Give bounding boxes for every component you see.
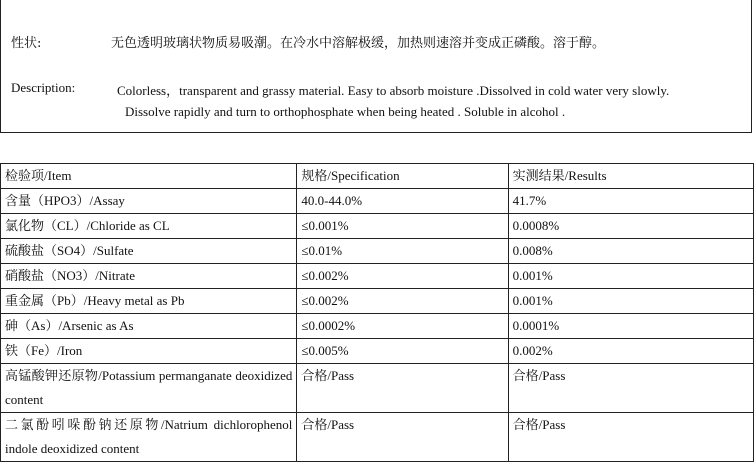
result-cell: 0.002% [508, 339, 753, 364]
table-row [1, 339, 754, 364]
table-row [1, 264, 754, 289]
item-cell: 含量（HPO3）/Assay [1, 189, 297, 214]
item-cell: 氯化物（CL）/Chloride as CL [1, 214, 297, 239]
result-cell: 0.001% [508, 289, 753, 314]
result-cell: 0.001% [508, 264, 753, 289]
table-row [1, 413, 754, 462]
spec-cell: 40.0-44.0% [297, 189, 508, 214]
table-row [1, 239, 754, 264]
result-cell: 0.008% [508, 239, 753, 264]
result-cell: 41.7% [508, 189, 753, 214]
item-cell: 硝酸盐（NO3）/Nitrate [1, 264, 297, 289]
spec-cell: 合格/Pass [297, 413, 508, 462]
table-row [1, 214, 754, 239]
table-row [1, 189, 754, 214]
header-results: 实测结果/Results [508, 164, 753, 189]
item-cell: 铁（Fe）/Iron [1, 339, 297, 364]
spec-cell: ≤0.002% [297, 264, 508, 289]
spec-cell: ≤0.001% [297, 214, 508, 239]
spec-cell: ≤0.005% [297, 339, 508, 364]
spec-cell: ≤0.01% [297, 239, 508, 264]
table-row [1, 364, 754, 413]
property-label: 性状: [11, 36, 42, 51]
property-text: 无色透明玻璃状物质易吸潮。在冷水中溶解极缓，加热则速溶并变成正磷酸。溶于醇。 [111, 36, 606, 51]
item-cell: 高锰酸钾还原物/Potassium permanganate deoxidized content [1, 364, 297, 413]
header-specification: 规格/Specification [297, 164, 508, 189]
spec-cell: 合格/Pass [297, 364, 508, 413]
description-line-2: Dissolve rapidly and turn to orthophosphate when being heated . Soluble in alcohol . [125, 104, 566, 119]
description-box [0, 0, 752, 133]
spec-cell: ≤0.002% [297, 289, 508, 314]
item-cell: 砷（As）/Arsenic as As [1, 314, 297, 339]
item-cell: 二氯酚吲哚酚钠还原物/Natrium dichlorophenol indole deoxidized content [1, 413, 297, 462]
item-cell: 硫酸盐（SO4）/Sulfate [1, 239, 297, 264]
table-row [1, 314, 754, 339]
result-cell: 0.0008% [508, 214, 753, 239]
spec-cell: ≤0.0002% [297, 314, 508, 339]
result-cell: 合格/Pass [508, 413, 753, 462]
result-cell: 0.0001% [508, 314, 753, 339]
table-header-row [1, 164, 754, 189]
result-cell: 合格/Pass [508, 364, 753, 413]
item-cell: 重金属（Pb）/Heavy metal as Pb [1, 289, 297, 314]
description-label: Description: [11, 80, 76, 95]
table-row [1, 289, 754, 314]
specification-table [0, 163, 754, 462]
header-item: 检验项/Item [1, 164, 297, 189]
description-line-1: Colorless，transparent and grassy material. Easy to absorb moisture .Dissolved in cold water very slowly. [117, 83, 670, 98]
